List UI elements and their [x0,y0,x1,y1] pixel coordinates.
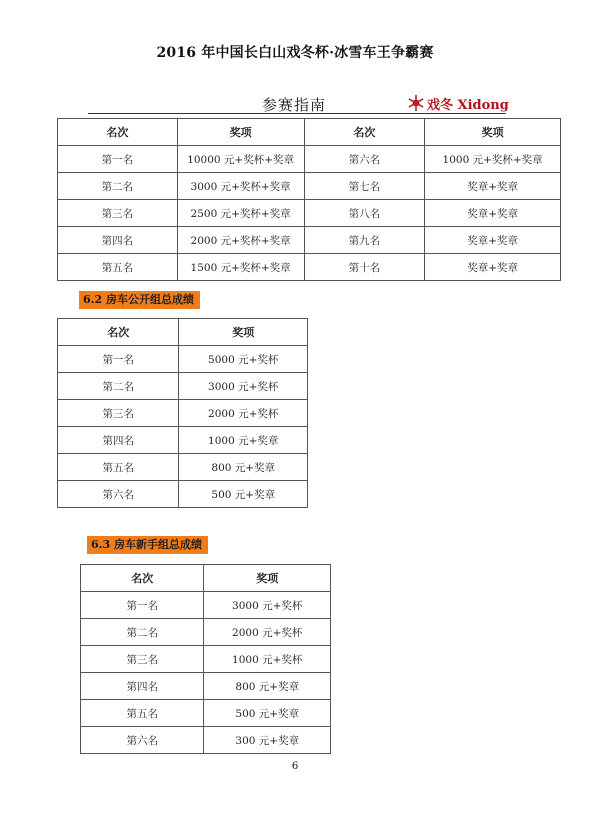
rank-cell: 第二名 [58,373,179,400]
prize-table-rv-open [57,318,308,508]
rank-cell: 第七名 [304,173,425,200]
prize-cell: 3000 元+奖杯 [204,592,331,619]
prize-cell: 奖章+奖章 [425,227,561,254]
table-row [58,173,561,200]
page-title: 2016 年中国长白山戏冬杯·冰雪车王争霸赛 [156,45,434,61]
table-row [58,346,308,373]
section-heading-6-3: 6.3 房车新手组总成绩 [87,536,208,554]
prize-cell: 800 元+奖章 [204,673,331,700]
header-cell: 奖项 [179,319,308,346]
guide-title: 参赛指南 [262,96,327,114]
table-row [58,481,308,508]
header-cell: 名次 [58,319,179,346]
prize-table-rv-novice [80,564,331,754]
table-header-row [58,319,308,346]
rank-cell: 第四名 [58,227,178,254]
header-cell: 名次 [58,119,178,146]
rank-cell: 第八名 [304,200,425,227]
prize-cell: 奖章+奖章 [425,254,561,281]
logo-text: 戏冬 Xidong [427,97,509,113]
table-row [58,454,308,481]
header-cell: 名次 [81,565,204,592]
rank-cell: 第五名 [58,254,178,281]
table-header-row [81,565,331,592]
prize-cell: 2000 元+奖杯+奖章 [177,227,304,254]
prize-cell: 奖章+奖章 [425,200,561,227]
rank-cell: 第三名 [58,200,178,227]
table-row [58,427,308,454]
section-heading-6-2: 6.2 房车公开组总成绩 [79,291,200,309]
prize-cell: 1500 元+奖杯+奖章 [177,254,304,281]
rank-cell: 第四名 [81,673,204,700]
header-cell: 奖项 [177,119,304,146]
table-header-row [58,119,561,146]
rank-cell: 第十名 [304,254,425,281]
header-cell: 名次 [304,119,425,146]
table-row [81,646,331,673]
rank-cell: 第一名 [81,592,204,619]
prize-cell: 5000 元+奖杯 [179,346,308,373]
table-row [58,200,561,227]
rank-cell: 第六名 [304,146,425,173]
rank-cell: 第五名 [58,454,179,481]
rank-cell: 第二名 [81,619,204,646]
header-rule [88,113,506,114]
prize-cell: 2000 元+奖杯 [204,619,331,646]
prize-cell: 奖章+奖章 [425,173,561,200]
table-row [81,592,331,619]
rank-cell: 第一名 [58,146,178,173]
prize-cell: 3000 元+奖杯+奖章 [177,173,304,200]
xidong-logo [407,94,509,112]
prize-cell: 500 元+奖章 [179,481,308,508]
table-row [58,254,561,281]
rank-cell: 第三名 [81,646,204,673]
rank-cell: 第四名 [58,427,179,454]
page-number: 6 [291,761,299,772]
table-row [81,727,331,754]
rank-cell: 第三名 [58,400,179,427]
table-row [58,227,561,254]
table-row [81,700,331,727]
header-cell: 奖项 [425,119,561,146]
prize-cell: 10000 元+奖杯+奖章 [177,146,304,173]
header-cell: 奖项 [204,565,331,592]
table-row [81,619,331,646]
prize-cell: 2500 元+奖杯+奖章 [177,200,304,227]
prize-cell: 3000 元+奖杯 [179,373,308,400]
prize-cell: 1000 元+奖章 [179,427,308,454]
prize-table-overall [57,118,561,281]
rank-cell: 第六名 [81,727,204,754]
snowflake-icon [407,94,425,112]
prize-cell: 2000 元+奖杯 [179,400,308,427]
prize-cell: 1000 元+奖杯+奖章 [425,146,561,173]
rank-cell: 第一名 [58,346,179,373]
rank-cell: 第二名 [58,173,178,200]
table-row [81,673,331,700]
table-row [58,146,561,173]
rank-cell: 第五名 [81,700,204,727]
prize-cell: 300 元+奖章 [204,727,331,754]
prize-cell: 1000 元+奖杯 [204,646,331,673]
rank-cell: 第六名 [58,481,179,508]
prize-cell: 800 元+奖章 [179,454,308,481]
rank-cell: 第九名 [304,227,425,254]
table-row [58,400,308,427]
table-row [58,373,308,400]
prize-cell: 500 元+奖章 [204,700,331,727]
